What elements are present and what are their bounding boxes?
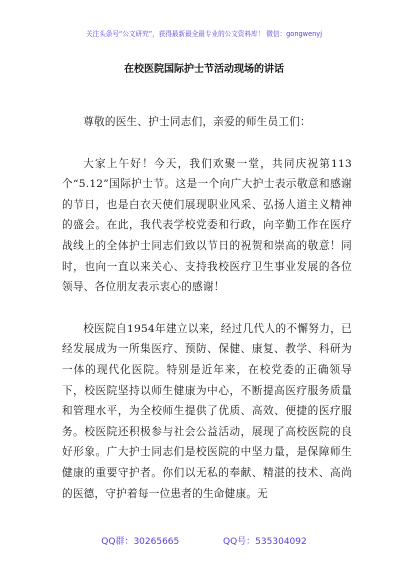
qq-number: QQ号：535304092 xyxy=(223,537,307,547)
document-body xyxy=(62,112,352,504)
body-paragraph: 大家上午好！今天，我们欢聚一堂，共同庆祝第113个“5.12”国际护士节。这是一个向广大护士表示敬意和感谢的节日，也是白衣天使们展现职业风采、弘扬人道主义精神的盛会。在此，我代表学校党委和行政，向辛勤工作在医疗战线上的全体护士同志们致以节日的祝贺和崇高的敬意！同时，也向一直以来关心、支持我校医疗卫生事业发展的各位领导、各位朋友表示衷心的感谢！ xyxy=(62,157,352,294)
qq-group: QQ群：30265665 xyxy=(101,537,180,547)
body-paragraph: 校医院自1954年建立以来，经过几代人的不懈努力，已经发展成为一所集医疗、预防、保健、康复、教学、科研为一体的现代化医院。特别是近年来，在校党委的正确领导下，校医院坚持以师生健康为中心，不断提高医疗服务质量和管理水平，为全校师生提供了优质、高效、便捷的医疗服务。校医院还积极参与社会公益活动，展现了高校医院的良好形象。广大护士同志们是校医院的中坚力量，是保障师生健康的重要守护者。你们以无私的奉献、精湛的技术、高尚的医德，守护着每一位患者的生命健康。无 xyxy=(62,322,352,500)
top-header xyxy=(0,0,408,46)
page-footer xyxy=(0,534,408,547)
greeting-line: 尊敬的医生、护士同志们，亲爱的师生员工们： xyxy=(83,116,311,128)
promo-banner: 关注头条号“公文研究”，获得最新最全最专业的公文资料库！ 微信：gongwenyj xyxy=(85,30,323,38)
document-title: 在校医院国际护士节活动现场的讲话 xyxy=(124,64,284,75)
